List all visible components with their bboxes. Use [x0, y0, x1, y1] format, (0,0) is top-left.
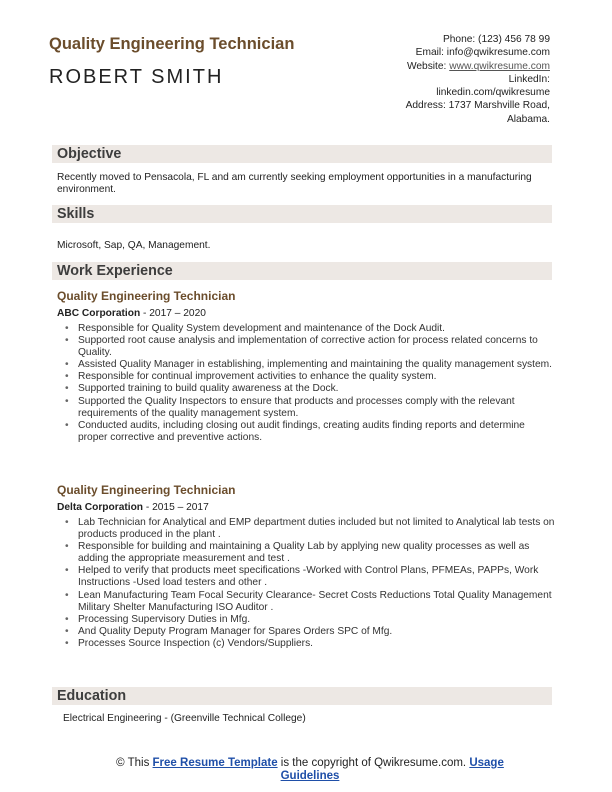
list-item: • Lean Manufacturing Team Focal Security Clearance- Secret Costs Reductions Total Quality Management Military Shelter Manufacturing ISO Auditor . — [62, 590, 556, 614]
contact-website — [310, 60, 550, 73]
resume-job-title: Quality Engineering Technician — [49, 35, 295, 53]
skills-section-header — [52, 205, 552, 223]
contact-website-label: Website: — [406, 60, 447, 72]
list-item: • Processes Source Inspection (c) Vendors/Suppliers. — [62, 638, 556, 650]
company-name: Delta Corporation — [57, 502, 144, 513]
contact-linkedin-url: linkedin.com/qwikresume — [436, 87, 550, 99]
skills-heading: Skills — [57, 206, 95, 222]
contact-email: Email: info@qwikresume.com — [415, 47, 550, 59]
contact-phone: Phone: (123) 456 78 99 — [442, 34, 550, 45]
education-heading: Education — [57, 688, 127, 704]
contact-address-line2: Alabama. — [506, 113, 550, 125]
job-company — [57, 502, 209, 513]
job-bullet-list — [62, 517, 556, 650]
job-title: Quality Engineering Technician — [57, 483, 236, 497]
contact-address-line1: Address: 1737 Marshville Road, — [405, 100, 550, 112]
list-item: • Supported root cause analysis and implementation of corrective action for process related concerns to Quality. — [62, 335, 556, 359]
contact-linkedin-label: LinkedIn: — [508, 73, 550, 85]
free-resume-template-link[interactable]: Free Resume Template — [152, 757, 278, 769]
list-item: • Conducted audits, including closing out audit findings, creating audits finding reports and determine proper corrective and preventive actions. — [62, 420, 556, 444]
work-section-header — [52, 262, 552, 280]
job-dates: - 2015 – 2017 — [143, 502, 209, 513]
usage-guidelines-link-line2[interactable]: Guidelines — [280, 770, 340, 782]
job-company — [57, 308, 206, 319]
contact-block — [310, 33, 550, 126]
education-text: Electrical Engineering - (Greenville Technical College) — [63, 713, 306, 724]
list-item: • Supported the Quality Inspectors to ensure that products and processes comply with the relevant requirements of the quality management system. — [62, 396, 556, 420]
contact-website-link[interactable]: www.qwikresume.com — [449, 60, 550, 72]
list-item: • Responsible for Quality System development and maintenance of the Dock Audit. — [62, 323, 556, 335]
list-item: • Responsible for continual improvement activities to enhance the quality system. — [62, 371, 556, 383]
skills-text: Microsoft, Sap, QA, Management. — [57, 240, 211, 251]
list-item: • Supported training to build quality awareness at the Dock. — [62, 383, 556, 395]
footer-prefix: © This — [116, 757, 153, 769]
candidate-name: ROBERT SMITH — [49, 66, 224, 88]
list-item: • Helped to verify that products meet specifications -Worked with Control Plans, PFMEAs, PAPPs, Work Instructions -Used load testers and other . — [62, 565, 556, 589]
objective-section-header — [52, 145, 552, 163]
footer-middle: is the copyright of Qwikresume.com. — [277, 757, 470, 769]
job-bullet-list — [62, 323, 556, 444]
job-dates: - 2017 – 2020 — [140, 308, 206, 319]
list-item: • And Quality Deputy Program Manager for Spares Orders SPC of Mfg. — [62, 626, 556, 638]
objective-heading: Objective — [57, 146, 122, 162]
job-title: Quality Engineering Technician — [57, 289, 236, 303]
work-heading: Work Experience — [57, 263, 173, 279]
education-section-header — [52, 687, 552, 705]
list-item: • Processing Supervisory Duties in Mfg. — [62, 614, 556, 626]
copyright-footer — [60, 757, 560, 783]
company-name: ABC Corporation — [57, 308, 141, 319]
list-item: • Lab Technician for Analytical and EMP department duties included but not limited to Analytical lab tests on products produced in the plant . — [62, 517, 556, 541]
list-item: • Responsible for building and maintaining a Quality Lab by applying new quality processes as well as adding the appropriate measurement and test . — [62, 541, 556, 565]
list-item: • Assisted Quality Manager in establishing, implementing and maintaining the quality management system. — [62, 359, 556, 371]
usage-guidelines-link[interactable]: Usage — [469, 757, 504, 769]
objective-text: Recently moved to Pensacola, FL and am currently seeking employment opportunities in a manufacturing environment. — [57, 172, 532, 195]
